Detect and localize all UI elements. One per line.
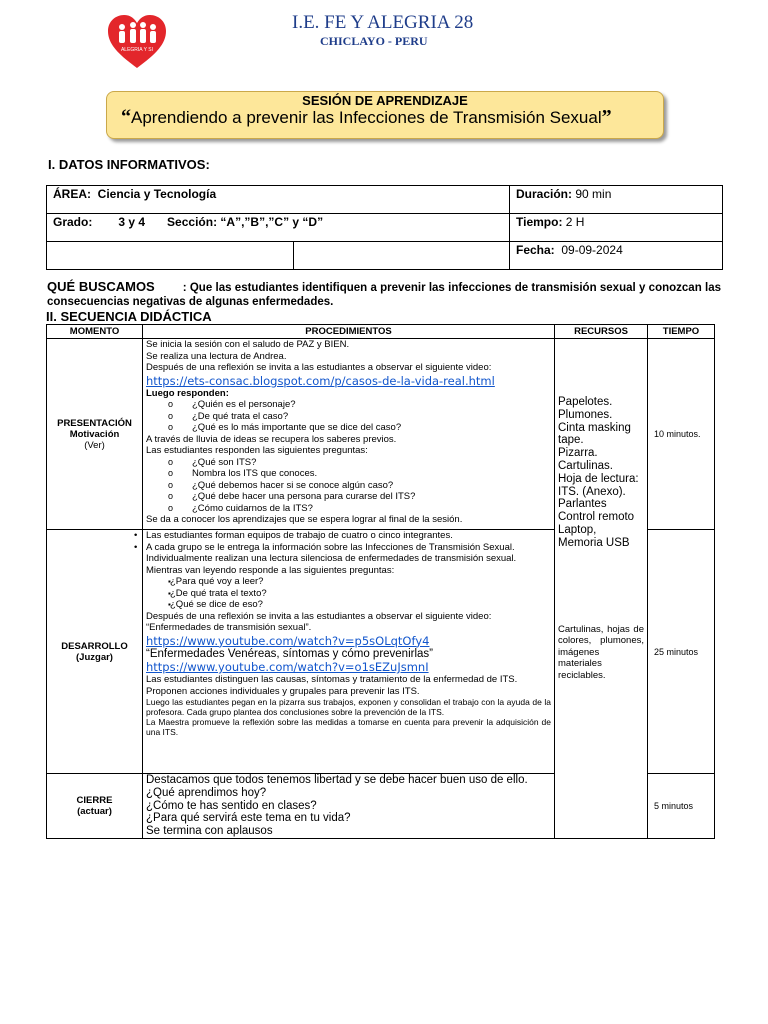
grado-cell: Grado: 3 y 4 Sección: “A”,”B”,”C” y “D” bbox=[47, 214, 510, 242]
area-value: Ciencia y Tecnología bbox=[97, 187, 217, 201]
resource-item: Parlantes bbox=[558, 498, 607, 511]
resource-item: Memoria USB bbox=[558, 536, 630, 549]
time-desarrollo: 25 minutos bbox=[648, 530, 715, 774]
resources-cell bbox=[555, 339, 648, 839]
moment-desarrollo: DESARROLLO (Juzgar) bbox=[47, 530, 143, 774]
tiempo-cell: Tiempo: 2 H bbox=[510, 214, 723, 242]
procedures-presentacion: Se inicia la sesión con el saludo de PAZ y BIEN. Se realiza una lectura de Andrea. Después de una reflexión se invita a las estudiantes a observar el siguiente video: https://ets-consac.blogspot.com/p/casos-de-la-vida-real.html Luego responden: o ¿Quién es el personaje? o ¿De qué trata el caso? o ¿Qué es lo más importante que se dice del caso? A través de lluvia de ideas se recupera los saberes previos. Las estudiantes responden las siguientes preguntas: o ¿Qué son ITS? o Nombra los ITS que conoces. o ¿Qué debemos hacer si se conoce algún caso? o ¿Qué debe hacer una persona para curarse del ITS? o ¿Cómo cuidarnos de la ITS? Se da a conocer los aprendizajes que se espera lograr al final de la sesión. bbox=[143, 339, 555, 530]
resource-item: Pizarra. bbox=[558, 447, 598, 460]
moment-presentacion: PRESENTACIÓN Motivación (Ver) bbox=[47, 339, 143, 530]
procedures-desarrollo: • Las estudiantes forman equipos de trabajo de cuatro o cinco integrantes. • A cada grupo se le entrega la información sobre las Infecciones de Transmisión Sexual. Individualmente realizan una lectura silenciosa de enfermedades de transmisión sexual. Mientras van leyendo responde a las siguientes preguntas: ▪ ¿Para qué voy a leer? ▪ ¿De qué trata el texto? ▪ ¿Qué se dice de eso? Después de una reflexión se invita a las estudiantes a observar el siguiente video: “Enfermedades de transmisión sexual”. https://www.youtube.com/watch?v=p5sOLqtOfy4 “Enfermedades Venéreas, síntomas y cómo prevenirlas” https://www.youtube.com/watch?v=o1sEZuJsmnI Las estudiantes distinguen las causas, síntomas y tratamiento de la enfermedad de ITS. Proponen acciones individuales y grupales para prevenir las ITS. Luego las estudiantes pegan en la pizarra sus trabajos, exponen y consolidan el trabajo con la ayuda de la profesora. Cada grupo plantea dos conclusiones sobre la prevención de la ITS. La Maestra promueve la reflexión sobre las medidas a tomarse en cuenta para prevenir la adquisición de una ITS. bbox=[143, 530, 555, 774]
time-cierre: 5 minutos bbox=[648, 774, 715, 839]
video-link-venereas[interactable]: https://www.youtube.com/watch?v=o1sEZuJsmnI bbox=[146, 660, 429, 674]
que-buscamos bbox=[47, 280, 721, 309]
que-buscamos-text: : Que las estudiantes identifiquen a prevenir las infecciones de transmisión sexual y conozcan las consecuencias negativas de algunas enfermedades. bbox=[47, 282, 722, 308]
fecha-cell: Fecha: 09-09-2024 bbox=[510, 242, 723, 270]
school-logo bbox=[106, 14, 168, 70]
logo-text: ALEGRIA Y SI bbox=[120, 47, 154, 53]
empty-cell-2 bbox=[294, 242, 510, 270]
resource-item: Cartulinas, hojas de colores, plumones, imágenes materiales reciclables. bbox=[558, 623, 644, 681]
duracion-value: 90 min bbox=[575, 187, 612, 201]
col-header-tiempo: TIEMPO bbox=[648, 325, 715, 339]
video-link-casos[interactable]: https://ets-consac.blogspot.com/p/casos-de-la-vida-real.html bbox=[146, 373, 495, 388]
moment-cierre: CIERRE (actuar) bbox=[47, 774, 143, 839]
area-cell: ÁREA: Ciencia y Tecnología bbox=[47, 186, 510, 214]
resource-item: Laptop, bbox=[558, 523, 597, 536]
sequence-table bbox=[46, 324, 715, 839]
seccion-value: “A”,”B”,”C” y “D” bbox=[220, 215, 324, 229]
fecha-value: 09-09-2024 bbox=[561, 243, 623, 257]
resource-item: Plumones. bbox=[558, 408, 613, 421]
info-table bbox=[46, 185, 723, 270]
resource-item: Cartulinas. bbox=[558, 459, 613, 472]
session-title: “Aprendiendo a prevenir las Infecciones de Transmisión Sexual” bbox=[121, 106, 612, 128]
time-presentacion: 10 minutos. bbox=[648, 339, 715, 530]
session-banner bbox=[106, 91, 664, 139]
grado-value: 3 y 4 bbox=[118, 215, 146, 229]
resource-item: Control remoto bbox=[558, 511, 635, 524]
col-header-momento: MOMENTO bbox=[47, 325, 143, 339]
session-label: SESIÓN DE APRENDIZAJE bbox=[302, 93, 468, 108]
row-presentacion bbox=[47, 339, 715, 530]
resource-item: Cinta masking tape. bbox=[558, 421, 631, 447]
session-title-text: Aprendiendo a prevenir las Infecciones de Transmisión Sexual bbox=[131, 108, 602, 127]
table-header-row bbox=[47, 325, 715, 339]
que-buscamos-label: QUÉ BUSCAMOS bbox=[47, 279, 155, 294]
empty-cell-1 bbox=[47, 242, 294, 270]
section-2-heading: II. SECUENCIA DIDÁCTICA bbox=[46, 309, 212, 324]
section-1-heading: I. DATOS INFORMATIVOS: bbox=[48, 157, 210, 172]
video-link-ets[interactable]: https://www.youtube.com/watch?v=p5sOLqtOfy4 bbox=[146, 633, 430, 648]
school-name: I.E. FE Y ALEGRIA 28 bbox=[292, 12, 474, 33]
resource-item: Hoja de lectura: ITS. (Anexo). bbox=[558, 472, 639, 498]
col-header-procedimientos: PROCEDIMIENTOS bbox=[143, 325, 555, 339]
duracion-cell: Duración: 90 min bbox=[510, 186, 723, 214]
col-header-recursos: RECURSOS bbox=[555, 325, 648, 339]
procedures-cierre: Destacamos que todos tenemos libertad y se debe hacer buen uso de ello. ¿Qué aprendimos hoy? ¿Cómo te has sentido en clases? ¿Para qué servirá este tema en tu vida? Se termina con aplausos bbox=[143, 774, 555, 839]
resource-item: Papelotes. bbox=[558, 395, 613, 408]
tiempo-value: 2 H bbox=[565, 215, 585, 229]
school-city: CHICLAYO - PERU bbox=[320, 34, 428, 48]
